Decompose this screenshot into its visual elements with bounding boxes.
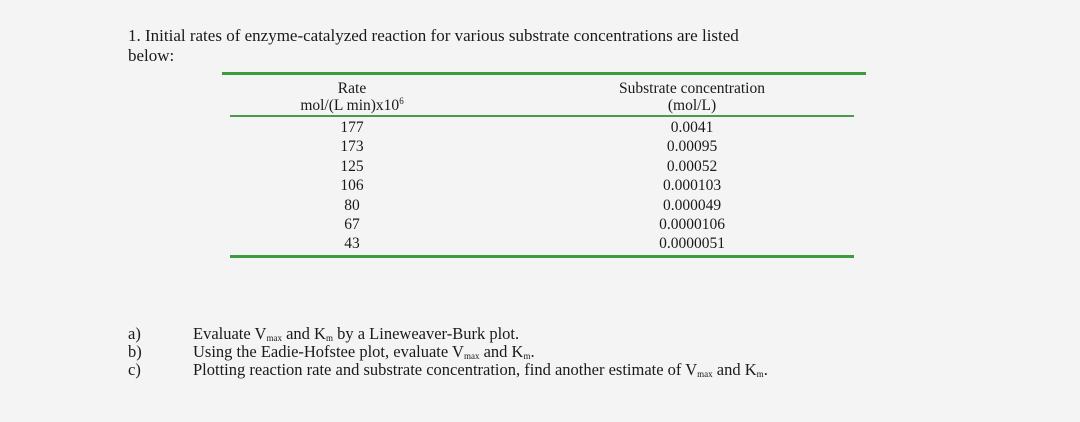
- substrate-cell: 0.0041: [670, 119, 714, 136]
- rate-header-line-2: [222, 97, 482, 114]
- rate-header-line-1: Rate: [337, 80, 367, 97]
- km-subscript: m: [756, 369, 764, 379]
- rate-cell: 177: [340, 119, 364, 136]
- question-text-part: by a Lineweaver-Burk plot.: [332, 324, 520, 343]
- rate-header-exponent: 6: [399, 96, 404, 106]
- table-bottom-rule: [230, 255, 854, 258]
- question-text: [193, 325, 1028, 343]
- rate-header-unit: mol/(L min)x10: [300, 97, 400, 114]
- vmax-subscript: max: [266, 333, 282, 343]
- table-row: [222, 234, 866, 253]
- vmax-subscript: max: [697, 369, 713, 379]
- rate-cell: 106: [340, 177, 364, 195]
- question-letter: c): [128, 360, 141, 379]
- question-text: [193, 361, 1028, 379]
- substrate-cell: 0.000103: [662, 177, 722, 195]
- intro-line-1: 1. Initial rates of enzyme-catalyzed reaction for various substrate concentrations are listed: [128, 26, 739, 45]
- question-list: [128, 325, 1028, 379]
- table-row: [222, 137, 866, 156]
- question-text-part: Using the Eadie-Hofstee plot, evaluate V: [193, 342, 464, 361]
- question-text-part: Plotting reaction rate and substrate concentration, find another estimate of V: [193, 360, 698, 379]
- substrate-header-line-2: (mol/L): [667, 97, 717, 114]
- table-row: [222, 176, 866, 195]
- question-text-part: Evaluate V: [193, 324, 267, 343]
- rate-cell: 173: [340, 138, 364, 156]
- vmax-subscript: max: [463, 351, 480, 361]
- substrate-cell: 0.00052: [666, 157, 718, 175]
- table-row: [222, 215, 866, 234]
- question-text-part: and K: [712, 360, 757, 379]
- table-header: [222, 75, 866, 115]
- substrate-header-line-1: Substrate concentration: [619, 80, 765, 97]
- table-body: [222, 117, 866, 255]
- table-row: [222, 157, 866, 176]
- question-letter: a): [128, 324, 141, 343]
- question-a: [128, 325, 1028, 343]
- question-text-part: .: [530, 342, 535, 361]
- km-subscript: m: [325, 333, 333, 343]
- question-c: [128, 361, 1028, 379]
- substrate-cell: 0.0000051: [659, 235, 725, 253]
- rate-cell: 80: [344, 196, 360, 214]
- table-row: [222, 196, 866, 215]
- question-text: [193, 343, 1028, 361]
- question-text-part: and K: [281, 324, 326, 343]
- km-subscript: m: [523, 351, 531, 361]
- substrate-cell: 0.000049: [662, 196, 722, 214]
- problem-statement: [128, 26, 928, 66]
- rate-cell: 67: [344, 215, 360, 233]
- rate-cell: 125: [340, 157, 364, 175]
- substrate-cell: 0.0000106: [659, 215, 725, 233]
- question-letter: b): [128, 342, 142, 361]
- table-row: [222, 118, 866, 137]
- rate-cell: 43: [344, 235, 360, 253]
- question-b: [128, 343, 1028, 361]
- data-table: [222, 72, 866, 258]
- substrate-cell: 0.00095: [666, 138, 718, 156]
- question-text-part: and K: [479, 342, 524, 361]
- intro-line-2: below:: [128, 46, 175, 65]
- question-text-part: .: [763, 360, 768, 379]
